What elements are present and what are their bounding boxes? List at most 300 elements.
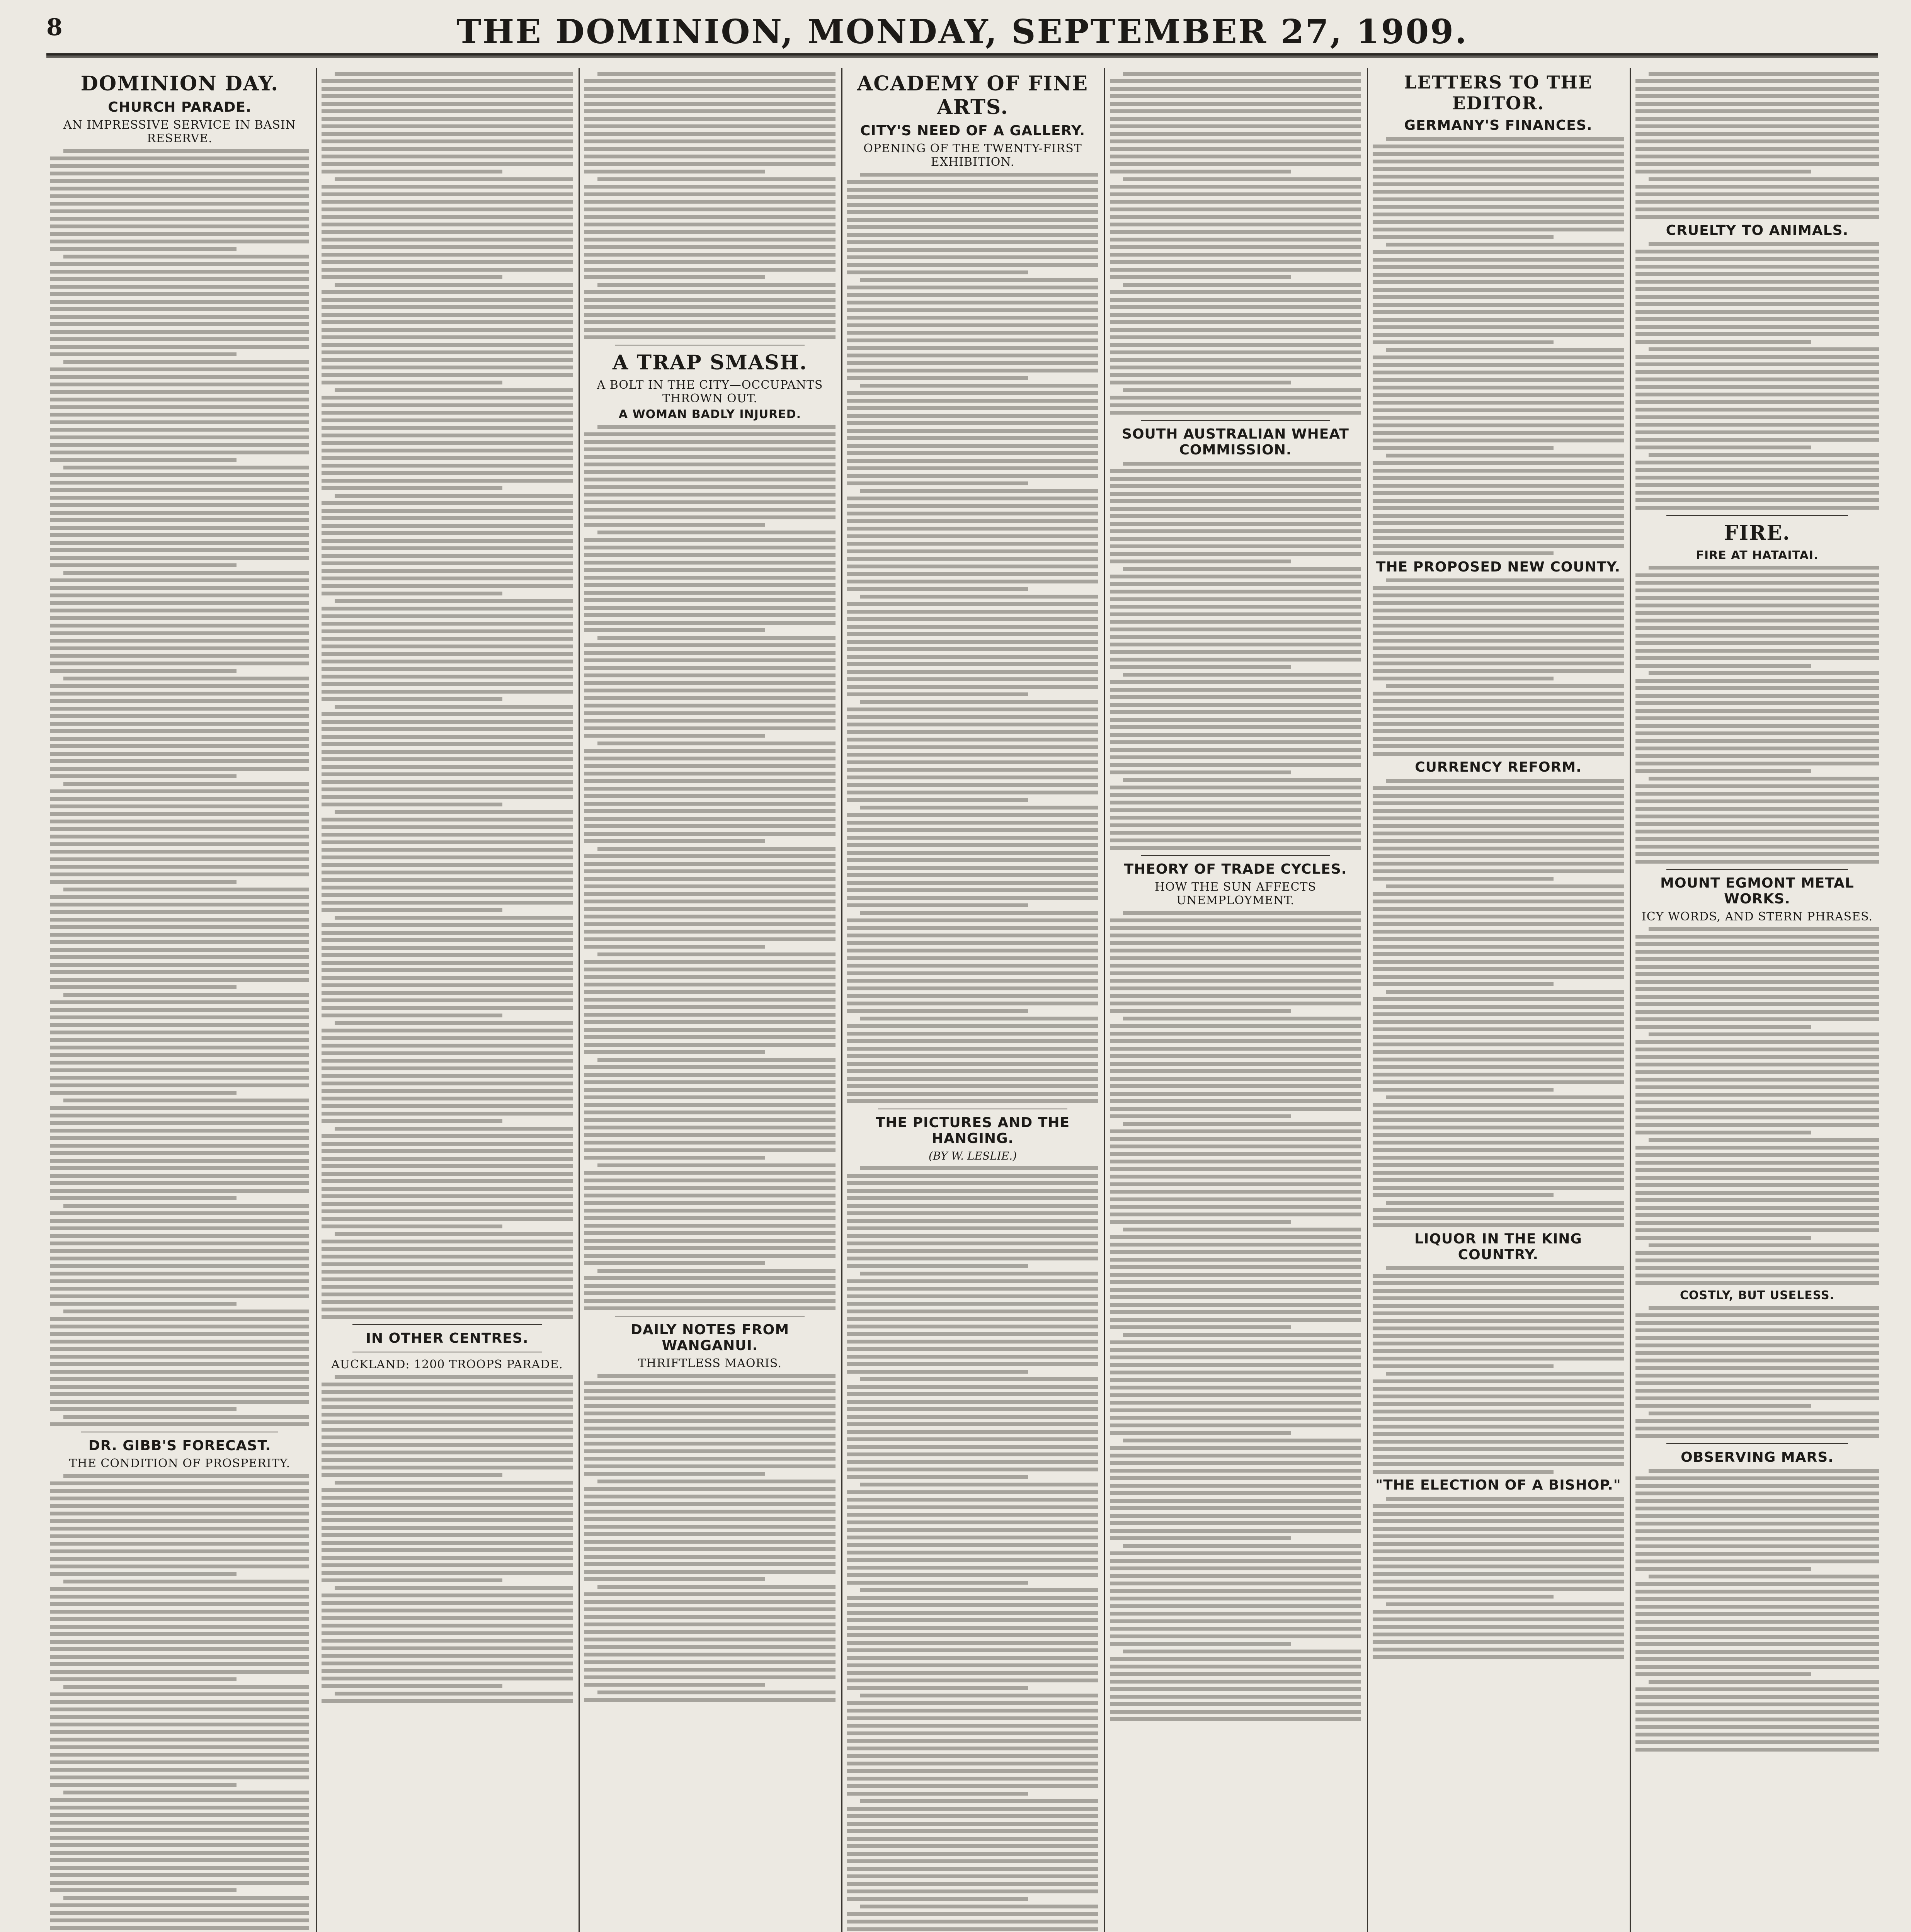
text-line	[1373, 167, 1624, 171]
text-line	[1635, 1063, 1879, 1066]
text-line	[322, 1699, 573, 1703]
text-line	[1373, 295, 1624, 299]
text-line	[847, 1769, 1098, 1773]
section-heading: CURRENCY REFORM.	[1415, 759, 1582, 775]
text-line	[1373, 1178, 1624, 1182]
text-line	[63, 1310, 309, 1313]
text-line	[847, 1844, 1098, 1848]
text-line	[50, 1866, 309, 1870]
text-line	[1373, 160, 1624, 163]
text-line	[584, 1028, 836, 1032]
text-line	[847, 414, 1098, 418]
text-line	[860, 1905, 1098, 1908]
text-line	[847, 1520, 1098, 1524]
text-line	[1373, 544, 1624, 548]
text-line	[1635, 1116, 1879, 1119]
text-line	[322, 607, 573, 611]
text-line	[847, 1889, 1098, 1893]
text-line	[1373, 937, 1624, 941]
text-line	[322, 1398, 573, 1401]
text-line	[1635, 709, 1879, 713]
text-line	[50, 699, 309, 703]
text-line	[847, 542, 1098, 546]
text-line	[1110, 956, 1361, 960]
section-heading: THE PICTURES AND THE HANGING.	[875, 1115, 1070, 1146]
text-line	[847, 1731, 1098, 1735]
text-line	[1373, 175, 1624, 179]
text-line	[1635, 1725, 1879, 1729]
text-line	[1635, 506, 1879, 510]
text-line	[1110, 1069, 1361, 1073]
text-line	[847, 248, 1098, 252]
text-line	[50, 1783, 237, 1787]
text-line	[50, 1347, 309, 1351]
text-line	[847, 180, 1098, 184]
text-line	[322, 464, 573, 468]
text-line	[847, 745, 1098, 749]
text-line	[1110, 1665, 1361, 1668]
text-line	[1110, 1476, 1361, 1480]
text-line	[322, 1308, 573, 1311]
text-line	[1110, 411, 1361, 415]
text-line	[1373, 1193, 1554, 1197]
text-line	[847, 738, 1098, 742]
text-line	[50, 292, 309, 296]
text-line	[847, 459, 1098, 463]
article-headline: LETTERS TO THE EDITOR.	[1404, 72, 1593, 114]
text-line	[322, 1082, 573, 1085]
text-line	[322, 1496, 573, 1500]
column-4	[847, 68, 1098, 1932]
text-line	[1110, 343, 1361, 347]
text-line	[584, 1306, 836, 1310]
text-line	[584, 493, 836, 497]
text-line	[584, 538, 836, 542]
text-line	[584, 1080, 836, 1084]
text-line	[847, 1626, 1098, 1630]
text-line	[1635, 724, 1879, 728]
text-line	[322, 1187, 573, 1191]
text-line	[50, 1692, 309, 1696]
text-line	[50, 217, 309, 221]
text-line	[584, 809, 836, 813]
text-line	[847, 1724, 1098, 1728]
text-line	[1373, 1625, 1624, 1629]
text-line	[322, 275, 502, 279]
text-line	[1373, 1103, 1624, 1107]
text-line	[63, 149, 309, 153]
text-line	[1110, 268, 1361, 272]
text-line	[584, 1276, 836, 1280]
text-line	[50, 496, 309, 500]
section-dek: OPENING OF THE TWENTY-FIRST EXHIBITION.	[863, 142, 1082, 169]
text-line	[1635, 1702, 1879, 1706]
text-line	[1635, 769, 1811, 773]
text-line	[1635, 747, 1879, 750]
text-line	[1635, 147, 1879, 151]
text-line	[1635, 1266, 1879, 1270]
text-line	[860, 1017, 1098, 1020]
text-line	[50, 586, 309, 590]
text-line	[1123, 1439, 1361, 1442]
text-line	[50, 1595, 309, 1599]
text-line	[322, 87, 573, 91]
text-line	[1635, 694, 1879, 698]
text-line	[50, 842, 309, 846]
text-line	[1635, 815, 1879, 818]
text-line	[584, 1291, 836, 1295]
text-line	[584, 681, 836, 685]
text-line	[1635, 837, 1879, 841]
text-line	[322, 878, 573, 882]
text-line	[1373, 1455, 1624, 1459]
text-line	[584, 576, 836, 580]
text-line	[1635, 1560, 1879, 1563]
text-line	[584, 223, 836, 226]
body-text	[1635, 242, 1879, 510]
section-rule	[1666, 515, 1848, 516]
text-line	[1635, 1381, 1879, 1385]
text-line	[1373, 228, 1624, 231]
text-line	[584, 185, 836, 189]
text-line	[1110, 628, 1361, 631]
text-line	[322, 1029, 573, 1032]
text-line	[322, 479, 573, 483]
text-line	[1635, 1108, 1879, 1112]
text-line	[322, 155, 573, 158]
text-line	[1373, 794, 1624, 798]
text-line	[584, 478, 836, 481]
text-line	[50, 1836, 309, 1840]
text-line	[1110, 979, 1361, 983]
text-line	[322, 1451, 573, 1454]
column-divider	[1367, 68, 1368, 1932]
text-line	[1110, 87, 1361, 91]
text-line	[1635, 1206, 1879, 1210]
text-line	[847, 1226, 1098, 1230]
text-line	[1110, 1378, 1361, 1382]
text-line	[1635, 332, 1879, 336]
text-line	[322, 539, 573, 543]
text-line	[1635, 1404, 1811, 1408]
text-line	[1110, 1710, 1361, 1714]
text-line	[584, 892, 836, 896]
column-divider	[841, 68, 842, 1932]
text-line	[63, 571, 309, 575]
text-line	[847, 323, 1098, 327]
text-line	[1110, 1454, 1361, 1458]
text-line	[1635, 1198, 1879, 1202]
text-line	[847, 1490, 1098, 1494]
text-line	[1635, 1259, 1879, 1262]
text-line	[322, 117, 573, 121]
text-line	[1373, 1440, 1624, 1444]
text-line	[1110, 1273, 1361, 1277]
text-line	[1110, 109, 1361, 113]
text-line	[1373, 1357, 1624, 1361]
text-line	[1110, 665, 1291, 669]
text-line	[1386, 779, 1624, 783]
text-line	[584, 998, 836, 1002]
text-line	[1373, 982, 1554, 986]
section-dek: A BOLT IN THE CITY—OCCUPANTS THROWN OUT.	[597, 378, 823, 405]
text-line	[335, 72, 573, 76]
section-dek: AUCKLAND: 1200 TROOPS PARADE.	[331, 1358, 563, 1371]
text-line	[847, 512, 1098, 515]
text-line	[1373, 677, 1554, 680]
text-line	[50, 707, 309, 711]
text-line	[847, 941, 1098, 945]
text-line	[50, 1332, 309, 1336]
text-line	[50, 1843, 309, 1847]
text-line	[1635, 611, 1879, 615]
text-line	[50, 1828, 309, 1832]
text-line	[847, 549, 1098, 553]
text-line	[1386, 1095, 1624, 1099]
text-line	[50, 1549, 309, 1553]
text-line	[584, 1532, 836, 1536]
section-heading: "THE ELECTION OF A BISHOP."	[1375, 1477, 1621, 1493]
text-line	[1123, 72, 1361, 76]
text-line	[1373, 892, 1624, 896]
text-line	[847, 286, 1098, 289]
text-line	[847, 1242, 1098, 1245]
text-line	[1110, 492, 1361, 496]
text-line	[50, 1926, 309, 1930]
text-line	[1110, 605, 1361, 609]
text-line	[50, 797, 309, 801]
text-line	[584, 1570, 836, 1574]
text-line	[860, 1799, 1098, 1803]
text-line	[50, 1083, 309, 1087]
text-line	[1110, 635, 1361, 639]
text-line	[584, 606, 836, 610]
text-line	[335, 1692, 573, 1696]
text-line	[50, 488, 309, 492]
text-line	[1635, 1710, 1879, 1714]
text-line	[1373, 952, 1624, 956]
text-line	[50, 1144, 309, 1148]
text-line	[1635, 1100, 1879, 1104]
text-line	[322, 1533, 573, 1537]
text-line	[50, 1851, 309, 1855]
text-line	[1110, 725, 1361, 729]
text-line	[1110, 1318, 1361, 1322]
text-line	[1110, 964, 1361, 968]
text-line	[1110, 1687, 1361, 1691]
text-line	[322, 1225, 502, 1228]
text-line	[1373, 967, 1624, 971]
text-line	[1110, 575, 1361, 578]
text-line	[1373, 1587, 1624, 1591]
text-line	[322, 373, 573, 377]
text-line	[322, 320, 573, 324]
text-line	[1373, 1311, 1624, 1315]
text-line	[322, 712, 573, 716]
text-line	[1110, 1491, 1361, 1495]
text-line	[1373, 1557, 1624, 1561]
text-line	[50, 1542, 309, 1546]
text-line	[1373, 854, 1624, 858]
text-line	[50, 1572, 237, 1576]
text-line	[50, 865, 309, 869]
text-line	[847, 971, 1098, 975]
text-line	[847, 1566, 1098, 1570]
text-line	[322, 238, 573, 242]
column-6	[1373, 68, 1624, 1932]
text-line	[1110, 793, 1361, 797]
text-line	[584, 470, 836, 474]
text-line	[1373, 318, 1624, 322]
text-line	[1373, 975, 1624, 979]
text-line	[847, 1528, 1098, 1532]
body-text	[847, 1166, 1098, 1932]
text-line	[847, 1385, 1098, 1389]
text-line	[847, 617, 1098, 621]
text-line	[322, 1240, 573, 1243]
text-line	[50, 1385, 309, 1389]
text-line	[847, 270, 1028, 274]
text-line	[1635, 1191, 1879, 1195]
text-line	[1110, 162, 1361, 166]
text-line	[847, 1174, 1098, 1178]
text-line	[1373, 1050, 1624, 1054]
text-line	[1635, 1492, 1879, 1495]
text-line	[50, 541, 309, 545]
text-line	[584, 124, 836, 128]
text-line	[1110, 1077, 1361, 1081]
text-line	[50, 714, 309, 718]
text-line	[584, 1660, 836, 1664]
text-line	[1110, 350, 1361, 354]
text-line	[1635, 1168, 1879, 1172]
text-line	[1110, 971, 1361, 975]
text-line	[584, 1133, 836, 1137]
text-line	[1123, 1650, 1361, 1653]
text-line	[1635, 701, 1879, 705]
text-line	[597, 1269, 836, 1273]
text-line	[322, 396, 573, 400]
body-text	[50, 149, 309, 1427]
text-line	[847, 195, 1098, 199]
text-line	[847, 1475, 1028, 1479]
text-line	[1635, 1389, 1879, 1393]
text-line	[322, 1578, 502, 1582]
text-line	[1635, 272, 1879, 276]
text-line	[1110, 1551, 1361, 1555]
text-line	[584, 1171, 836, 1175]
text-line	[847, 316, 1098, 320]
text-line	[860, 1588, 1098, 1592]
text-line	[50, 812, 309, 816]
text-line	[1635, 430, 1879, 434]
text-line	[50, 872, 309, 876]
text-line	[1635, 287, 1879, 291]
text-line	[1373, 1342, 1624, 1345]
text-line	[847, 1355, 1098, 1359]
text-line	[1373, 847, 1624, 850]
text-line	[50, 970, 309, 974]
text-line	[1635, 1251, 1879, 1255]
text-line	[50, 1617, 309, 1621]
text-line	[847, 225, 1098, 229]
text-line	[1635, 362, 1879, 366]
column-1	[50, 68, 309, 1932]
text-line	[50, 533, 309, 537]
text-line	[1635, 860, 1879, 864]
text-line	[322, 207, 573, 211]
text-line	[584, 1005, 836, 1009]
text-line	[847, 1920, 1098, 1923]
text-line	[1635, 1161, 1879, 1165]
text-line	[584, 102, 836, 106]
text-line	[1373, 722, 1624, 726]
text-line	[50, 390, 309, 394]
text-line	[50, 1136, 309, 1140]
text-line	[847, 1077, 1098, 1081]
text-line	[584, 643, 836, 647]
text-line	[584, 1683, 765, 1687]
text-line	[1635, 957, 1879, 961]
text-line	[1649, 1032, 1879, 1036]
text-line	[322, 132, 573, 136]
text-line	[63, 1204, 309, 1208]
text-line	[1110, 763, 1361, 767]
text-line	[50, 1362, 309, 1366]
text-line	[1635, 664, 1811, 668]
text-line	[322, 1285, 573, 1289]
text-line	[1110, 808, 1361, 812]
text-line	[1110, 1340, 1361, 1344]
text-line	[1635, 965, 1879, 969]
text-line	[847, 1084, 1098, 1088]
section-heading: SOUTH AUSTRALIAN WHEAT COMMISSION.	[1122, 426, 1349, 458]
text-line	[1635, 302, 1879, 306]
text-line	[322, 1420, 573, 1424]
text-line	[584, 432, 836, 436]
text-line	[322, 1413, 573, 1417]
text-line	[322, 931, 573, 935]
text-line	[847, 918, 1098, 922]
text-line	[63, 255, 309, 259]
text-line	[1635, 1612, 1879, 1616]
text-line	[50, 1776, 309, 1779]
column-divider	[579, 68, 580, 1932]
text-line	[584, 598, 836, 602]
text-line	[584, 1442, 836, 1446]
text-line	[584, 1381, 836, 1385]
text-line	[847, 1332, 1098, 1336]
text-line	[50, 1068, 309, 1072]
text-line	[584, 238, 836, 242]
text-line	[584, 1073, 836, 1077]
text-line	[584, 583, 836, 587]
body-text	[1635, 927, 1879, 1285]
text-line	[322, 366, 573, 369]
text-line	[50, 827, 309, 831]
body-text	[847, 173, 1098, 1104]
text-line	[50, 1264, 309, 1268]
text-line	[584, 290, 836, 294]
text-line	[584, 1540, 836, 1544]
text-line	[50, 352, 237, 356]
text-line	[1110, 1408, 1361, 1412]
text-line	[584, 802, 836, 806]
text-line	[1373, 340, 1554, 344]
text-line	[322, 675, 573, 679]
text-line	[847, 1325, 1098, 1328]
text-line	[1110, 1190, 1361, 1194]
